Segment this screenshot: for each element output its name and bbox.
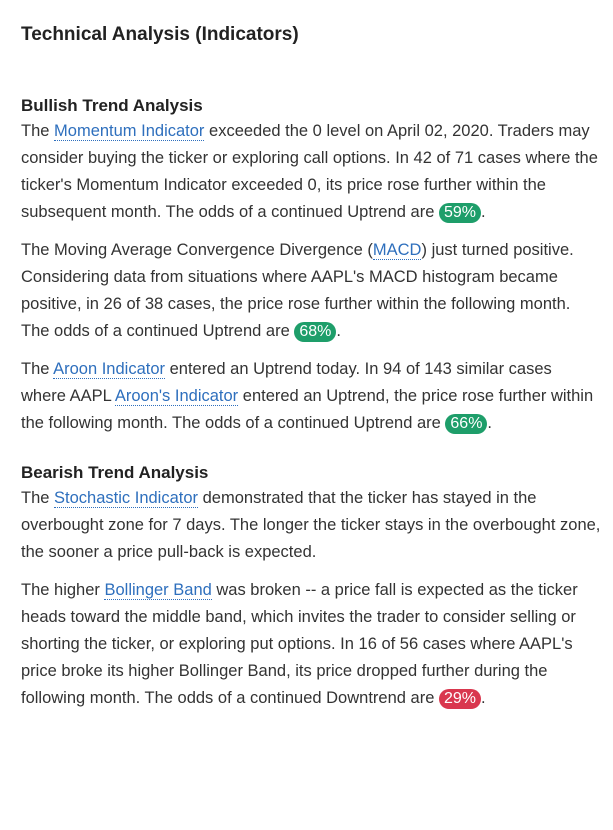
stochastic-pre: The xyxy=(21,489,55,507)
momentum-indicator-link[interactable]: Momentum Indicator xyxy=(54,122,205,140)
page-title: Technical Analysis (Indicators) xyxy=(21,24,299,45)
aroon-post: . xyxy=(487,414,493,432)
bollinger-paragraph xyxy=(21,577,601,712)
macd-pre: The Moving Average Convergence Divergence ( xyxy=(21,241,373,259)
bollinger-band-link[interactable]: Bollinger Band xyxy=(104,581,212,599)
bearish-heading: Bearish Trend Analysis xyxy=(21,463,209,482)
bullish-section xyxy=(21,94,601,437)
aroon-pre: The xyxy=(21,360,54,378)
aroon-text: entered an Uptrend, the price rose further within the following month. The odds of a continued Uptrend are xyxy=(21,387,594,432)
bearish-section xyxy=(21,461,601,712)
bullish-heading: Bullish Trend Analysis xyxy=(21,96,203,115)
bollinger-pre: The higher xyxy=(21,581,105,599)
macd-paragraph xyxy=(21,237,601,345)
aroon-mid: entered an Uptrend today. In 94 of 143 similar cases where AAPL xyxy=(21,360,552,405)
aroon-odds-badge: 66% xyxy=(445,414,487,434)
stochastic-paragraph xyxy=(21,485,601,566)
aroons-indicator-link[interactable]: Aroon's Indicator xyxy=(114,387,239,405)
momentum-odds-badge: 59% xyxy=(439,203,481,223)
macd-link[interactable]: MACD xyxy=(372,241,422,259)
momentum-pre: The xyxy=(21,122,55,140)
bollinger-text: was broken -- a price fall is expected as the ticker heads toward the middle band, which invites the trader to consider selling or shorting the ticker, or exploring put options. In 16 of 56 cases where AAPL's price broke its higher Bollinger Band, its price dropped further during the following month. The odds of a continued Downtrend are xyxy=(21,581,578,707)
macd-text: ) just turned positive. Considering data from situations where AAPL's MACD histogram became positive, in 26 of 38 cases, the price rose further within the following month. The odds of a continued Uptrend are xyxy=(21,241,574,340)
stochastic-text: demonstrated that the ticker has stayed in the overbought zone for 7 days. The longer the ticker stays in the overbought zone, the sooner a price pull-back is expected. xyxy=(21,489,601,561)
momentum-post: . xyxy=(481,203,486,221)
aroon-paragraph xyxy=(21,356,601,437)
momentum-paragraph xyxy=(21,118,601,226)
stochastic-indicator-link[interactable]: Stochastic Indicator xyxy=(54,489,199,507)
macd-odds-badge: 68% xyxy=(294,322,336,342)
aroon-indicator-link[interactable]: Aroon Indicator xyxy=(53,360,166,378)
momentum-text: exceeded the 0 level on April 02, 2020. Traders may consider buying the ticker or exploring call options. In 42 of 71 cases where the ticker's Momentum Indicator exceeded 0, its price rose further within the subsequent month. The odds of a continued Uptrend are xyxy=(21,122,598,221)
macd-post: . xyxy=(336,322,341,340)
bollinger-post: . xyxy=(481,689,486,707)
bollinger-odds-badge: 29% xyxy=(439,689,481,709)
